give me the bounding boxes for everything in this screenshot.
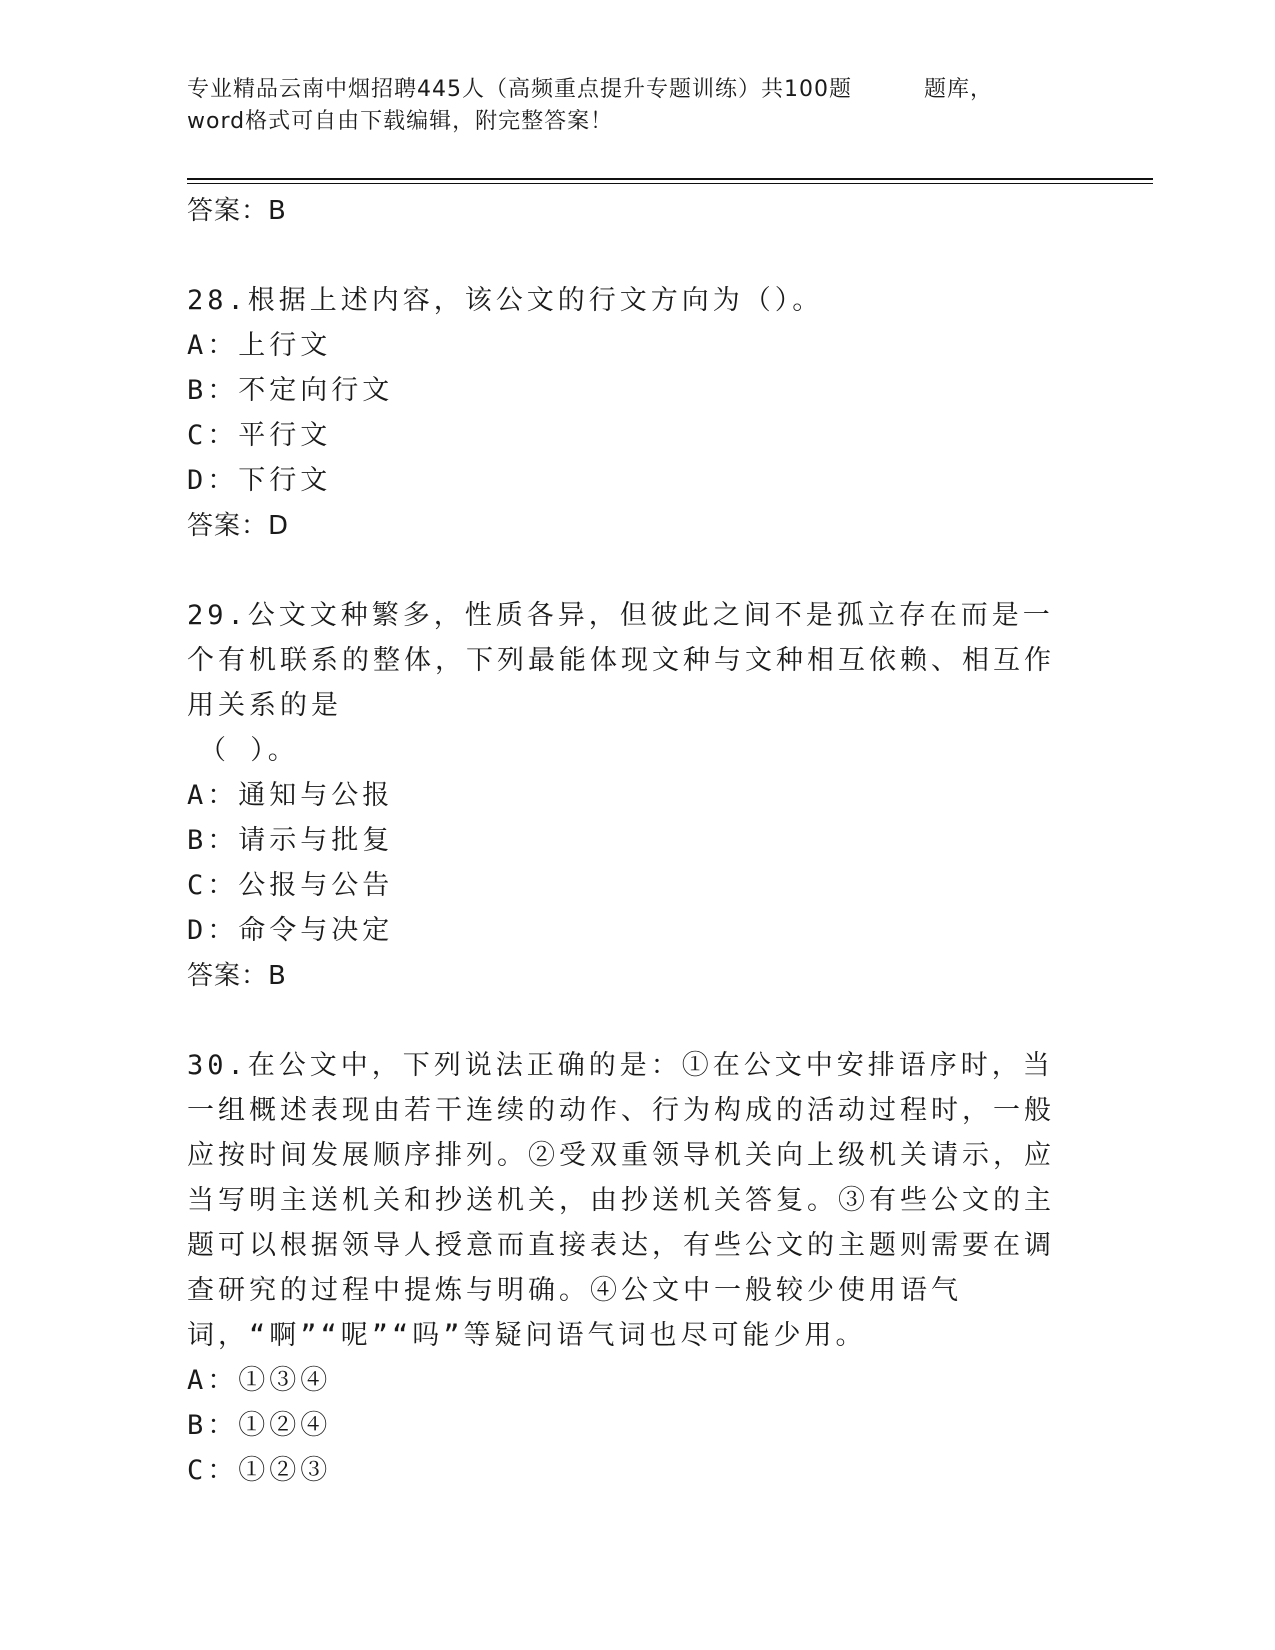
question-28 bbox=[187, 278, 1067, 549]
question-text: 30.在公文中，下列说法正确的是：①在公文中安排语序时，当一组概述表现由若干连续的动作、行为构成的活动过程时，一般应按时间发展顺序排列。②受双重领导机关向上级机关请示，应当写明主送机关和抄送机关，由抄送机关答复。③有些公文的主题可以根据领导人授意而直接表达，有些公文的主题则需要在调查研究的过程中提炼与明确。④公文中一般较少使用语气词，“啊”“呢”“吗”等疑问语气词也尽可能少用。 bbox=[187, 1050, 1055, 1351]
option-b: B：请示与批复 bbox=[187, 825, 394, 856]
option-a: A：①③④ bbox=[187, 1365, 332, 1396]
header-suffix: 题库， bbox=[923, 77, 993, 102]
question-text: 28.根据上述内容，该公文的行文方向为（）。 bbox=[187, 285, 824, 316]
page-header bbox=[187, 74, 1067, 138]
option-c: C：平行文 bbox=[187, 420, 332, 451]
header-divider-top bbox=[187, 178, 1153, 180]
answer-line: 答案：B bbox=[187, 961, 287, 991]
question-29 bbox=[187, 593, 1067, 999]
option-c: C：①②③ bbox=[187, 1455, 332, 1486]
question-blank: （ ）。 bbox=[199, 735, 299, 766]
header-divider-bottom bbox=[187, 183, 1153, 184]
answer-line: 答案：D bbox=[187, 511, 290, 541]
header-line-2: word格式可自由下载编辑，附完整答案！ bbox=[187, 109, 614, 134]
question-30 bbox=[187, 1043, 1067, 1493]
answer-line-prev: 答案：B bbox=[187, 196, 287, 226]
option-d: D：命令与决定 bbox=[187, 915, 394, 946]
header-line-1 bbox=[187, 74, 1067, 106]
option-a: A：通知与公报 bbox=[187, 780, 394, 811]
option-b: B：不定向行文 bbox=[187, 375, 394, 406]
option-b: B：①②④ bbox=[187, 1410, 332, 1441]
header-title: 专业精品云南中烟招聘445人（高频重点提升专题训练）共100题 bbox=[187, 77, 852, 102]
document-body bbox=[187, 188, 1067, 1493]
option-c: C：公报与公告 bbox=[187, 870, 394, 901]
question-text: 29.公文文种繁多，性质各异，但彼此之间不是孤立存在而是一个有机联系的整体，下列最能体现文种与文种相互依赖、相互作用关系的是 bbox=[187, 600, 1055, 721]
option-a: A：上行文 bbox=[187, 330, 332, 361]
option-d: D：下行文 bbox=[187, 465, 332, 496]
